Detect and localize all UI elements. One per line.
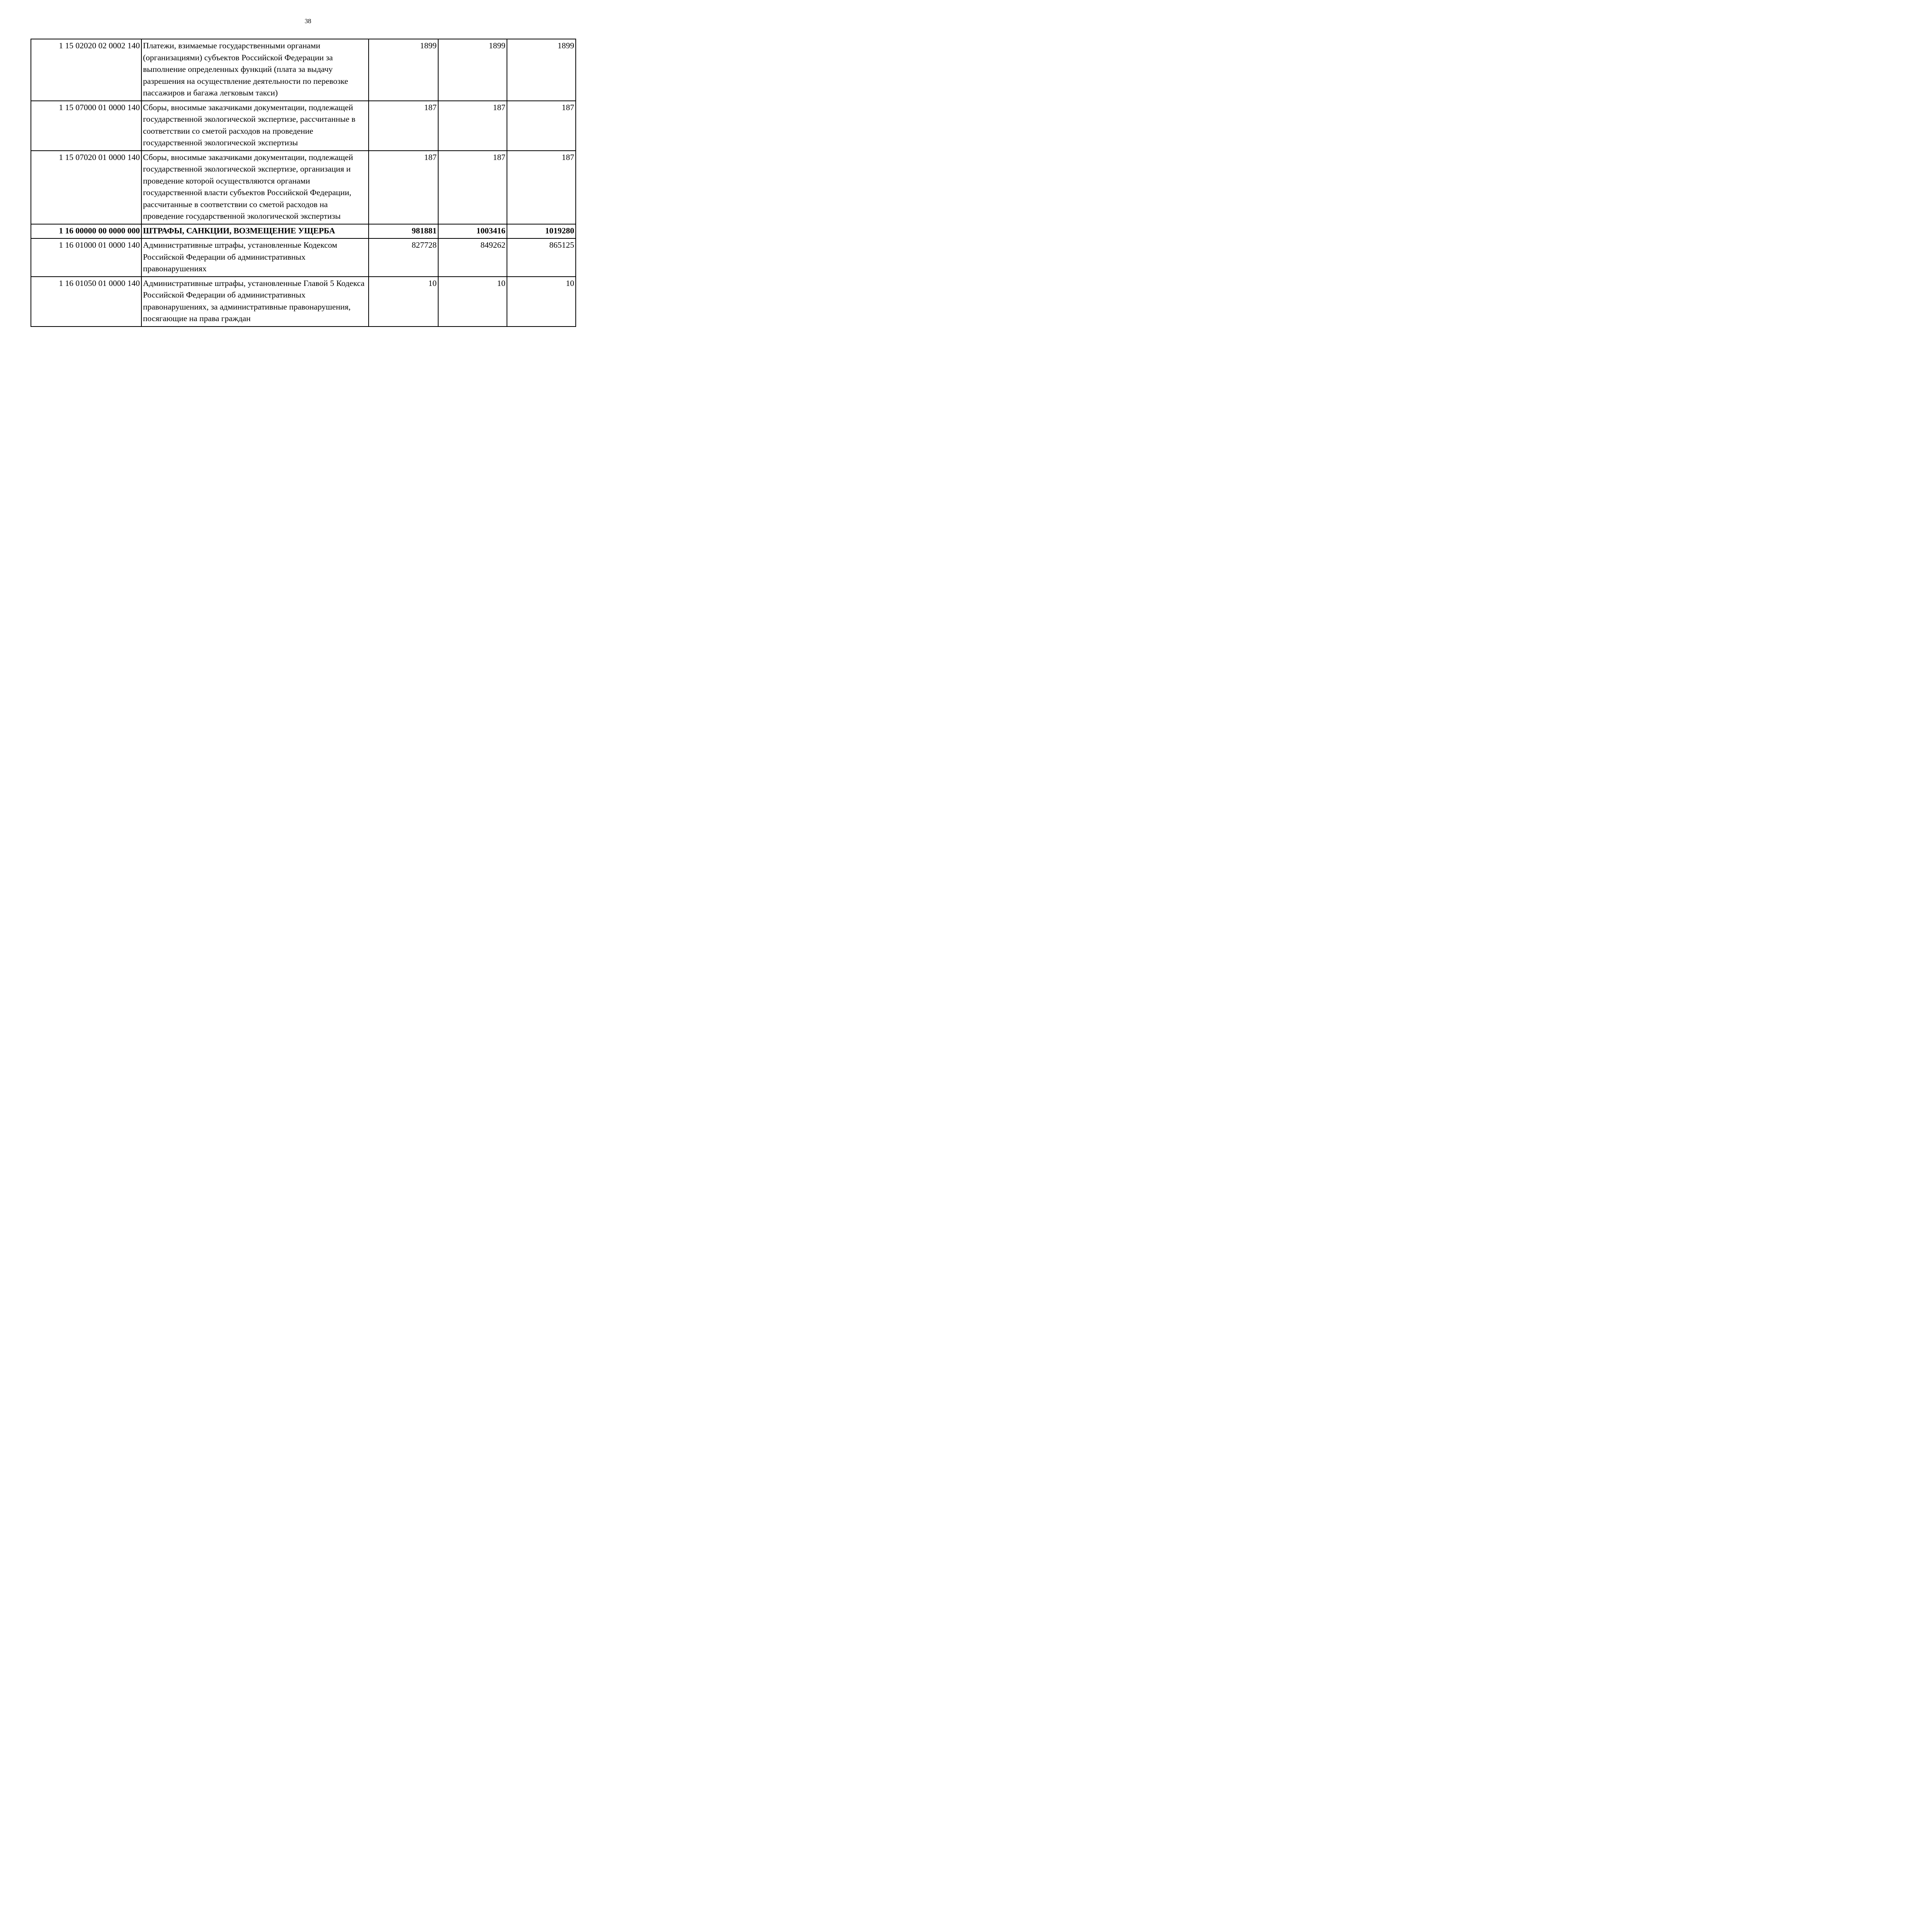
row-value-year-2: 1003416	[438, 224, 507, 239]
row-value-year-2: 10	[438, 277, 507, 327]
row-value-year-3: 187	[507, 151, 576, 224]
row-value-year-3: 1019280	[507, 224, 576, 239]
table-row	[31, 277, 576, 327]
table-row	[31, 238, 576, 277]
row-value-year-1: 981881	[369, 224, 438, 239]
row-code: 1 16 00000 00 0000 000	[31, 224, 141, 239]
row-value-year-3: 10	[507, 277, 576, 327]
row-name: Административные штрафы, установленные Главой 5 Кодекса Российской Федерации об административных правонарушениях, за административные правонарушения, посягающие на права граждан	[141, 277, 369, 327]
row-name: Сборы, вносимые заказчиками документации, подлежащей государственной экологической экспертизе, организация и проведение которой осуществляются органами государственной власти субъектов Российской Федерации, рассчитанные в соответствии со сметой расходов на проведение государственной экологической экспертизы	[141, 151, 369, 224]
table-row	[31, 39, 576, 101]
row-value-year-1: 1899	[369, 39, 438, 101]
table-row	[31, 101, 576, 151]
page-number: 38	[304, 17, 311, 25]
row-name: Административные штрафы, установленные Кодексом Российской Федерации об административных правонарушениях	[141, 238, 369, 277]
row-value-year-1: 187	[369, 151, 438, 224]
row-value-year-1: 827728	[369, 238, 438, 277]
row-value-year-1: 187	[369, 101, 438, 151]
row-value-year-2: 1899	[438, 39, 507, 101]
budget-revenue-table	[31, 39, 576, 327]
row-name: Платежи, взимаемые государственными органами (организациями) субъектов Российской Федерации за выполнение определенных функций (плата за выдачу разрешения на осуществление деятельности по перевозке пассажиров и багажа легковым такси)	[141, 39, 369, 101]
table-row-section-total	[31, 224, 576, 239]
row-value-year-3: 865125	[507, 238, 576, 277]
row-value-year-1: 10	[369, 277, 438, 327]
row-code: 1 16 01050 01 0000 140	[31, 277, 141, 327]
row-code: 1 15 07020 01 0000 140	[31, 151, 141, 224]
row-name: ШТРАФЫ, САНКЦИИ, ВОЗМЕЩЕНИЕ УЩЕРБА	[141, 224, 369, 239]
table-row	[31, 151, 576, 224]
row-value-year-2: 187	[438, 101, 507, 151]
row-code: 1 15 02020 02 0002 140	[31, 39, 141, 101]
row-code: 1 16 01000 01 0000 140	[31, 238, 141, 277]
row-value-year-3: 187	[507, 101, 576, 151]
row-value-year-2: 187	[438, 151, 507, 224]
row-value-year-2: 849262	[438, 238, 507, 277]
row-name: Сборы, вносимые заказчиками документации, подлежащей государственной экологической экспертизе, рассчитанные в соответствии со сметой расходов на проведение государственной экологической экспертизы	[141, 101, 369, 151]
row-code: 1 15 07000 01 0000 140	[31, 101, 141, 151]
row-value-year-3: 1899	[507, 39, 576, 101]
